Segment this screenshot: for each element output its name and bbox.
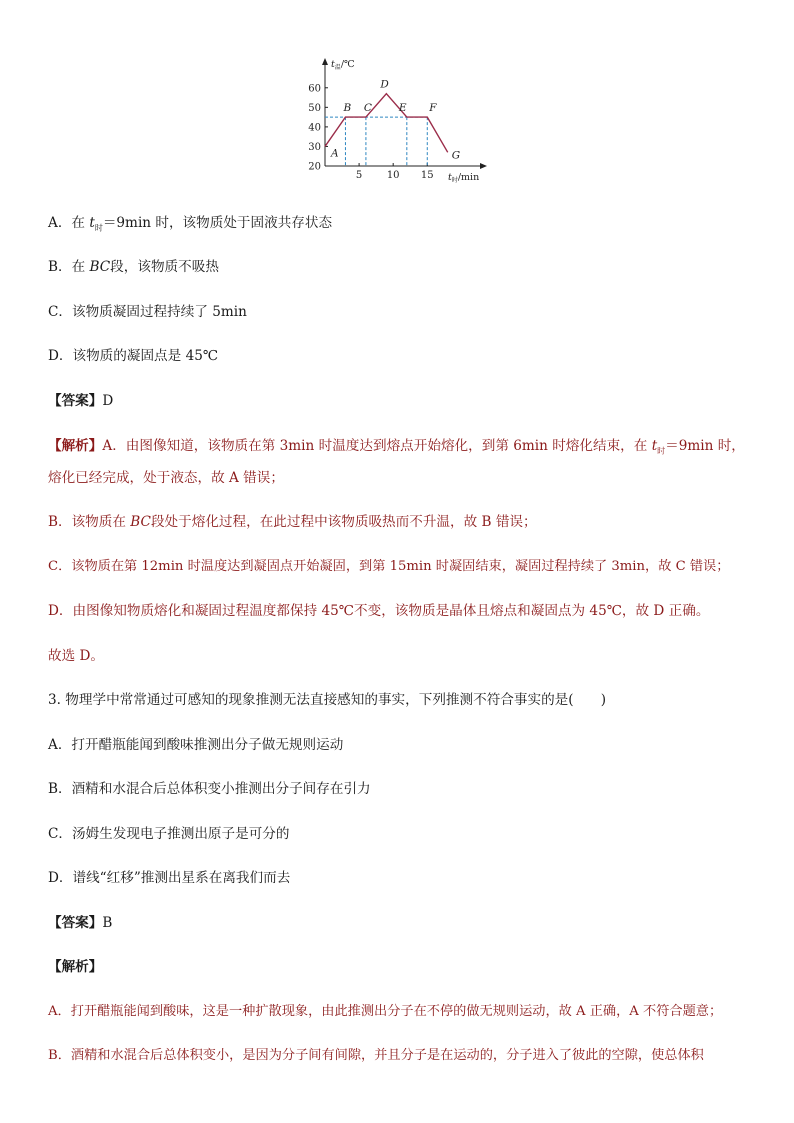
q2-explanation-a-pre: A．由图像知道，该物质在第 3min 时温度达到熔点开始熔化，到第 6min 时熔化结束，在 [102, 438, 648, 454]
q2-option-d: D．该物质的凝固点是 45℃ [48, 348, 219, 364]
y-axis-arrow [322, 58, 328, 65]
q3-explanation-label [48, 958, 102, 976]
q2-option-b-post: 段，该物质不吸热 [110, 259, 219, 275]
q2-option-a-pre: A．在 [48, 215, 86, 231]
point-label-f: F [429, 102, 437, 115]
y-tick-label: 60 [308, 83, 321, 95]
q2-option-b-pre: B．在 [48, 259, 86, 275]
q3-option-c: C．汤姆生发现电子推测出原子是可分的 [48, 826, 290, 842]
q2-explanation-a [48, 437, 745, 461]
q2-explanation-b-pre: B．该物质在 [48, 514, 126, 530]
q2-conclusion: 故选 D。 [48, 648, 105, 664]
x-tick-label: 15 [420, 170, 434, 181]
q2-explanation-a-var: t [651, 438, 658, 454]
q2-option-a [48, 214, 332, 238]
q2-option-c: C．该物质凝固过程持续了 5min [48, 304, 247, 320]
q3-answer-label: 【答案】 [48, 915, 103, 931]
q2-option-a-post: ＝9min 时，该物质处于固液共存状态 [102, 215, 333, 231]
y-tick-label: 30 [308, 141, 321, 153]
q3-explanation-label-text: 【解析】 [48, 959, 103, 975]
x-axis-arrow [480, 163, 487, 169]
q2-explanation-a-sub: 时 [657, 446, 666, 456]
q2-explanation-c: C．该物质在第 12min 时温度达到凝固点开始凝固，到第 15min 时凝固结束，凝固过程持续了 3min，故 C 错误； [48, 559, 730, 574]
q3-stem: 3. 物理学中常常通过可感知的现象推测无法直接感知的事实，下列推测不符合事实的是( ) [48, 692, 607, 708]
q3-explanation-a: A．打开醋瓶能闻到酸味，这是一种扩散现象，由此推测出分子在不停的做无规则运动，故 A 正确，A 不符合题意； [48, 1004, 723, 1019]
point-label-g: G [451, 149, 461, 162]
point-label-b: B [343, 102, 352, 115]
q2-explanation-a-post: ＝9min 时， [665, 438, 745, 454]
q2-explanation-b-var: BC [130, 514, 151, 530]
point-label-c: C [363, 102, 372, 115]
q3-explanation-b: B．酒精和水混合后总体积变小，是因为分子间有间隙，并且分子是在运动的，分子进入了彼此的空隙，使总体积 [48, 1048, 704, 1063]
q2-answer-value: D [102, 393, 114, 409]
q2-explanation-d: D．由图像知物质熔化和凝固过程温度都保持 45℃不变，该物质是晶体且熔点和凝固点为 45℃，故 D 正确。 [48, 603, 710, 619]
q3-answer [48, 914, 112, 932]
x-axis-label: $t_时/\min$ [448, 172, 480, 184]
q2-option-b-var: BC [89, 259, 111, 275]
q2-option-a-var: t [89, 215, 95, 231]
q2-option-b [48, 258, 219, 276]
temperature-time-chart [300, 48, 500, 188]
q3-option-b: B．酒精和水混合后总体积变小推测出分子间存在引力 [48, 781, 371, 797]
y-axis-label: $t_温/℃$ [331, 59, 355, 71]
q2-explanation-b-post: 段处于熔化过程，在此过程中该物质吸热而不升温，故 B 错误； [150, 514, 537, 530]
y-tick-label: 20 [308, 161, 321, 173]
q2-option-a-sub: 时 [94, 223, 103, 233]
point-label-d: D [380, 78, 389, 91]
q3-answer-value: B [102, 915, 113, 931]
x-tick-label: 10 [386, 170, 400, 181]
q2-explanation-label: 【解析】 [48, 438, 103, 454]
y-tick-label: 50 [308, 102, 321, 114]
y-tick-label: 40 [308, 122, 321, 134]
x-tick-label: 5 [355, 170, 363, 181]
q3-option-a: A．打开醋瓶能闻到酸味推测出分子做无规则运动 [48, 737, 344, 753]
q2-explanation-b [48, 513, 537, 531]
q3-option-d: D．谱线“红移”推测出星系在离我们而去 [48, 870, 291, 886]
q2-answer [48, 392, 113, 410]
point-label-a: A [331, 147, 339, 160]
point-label-e: E [398, 102, 407, 115]
q2-explanation-a-line2: 熔化已经完成，处于液态，故 A 错误； [48, 470, 284, 486]
q2-answer-label: 【答案】 [48, 393, 103, 409]
